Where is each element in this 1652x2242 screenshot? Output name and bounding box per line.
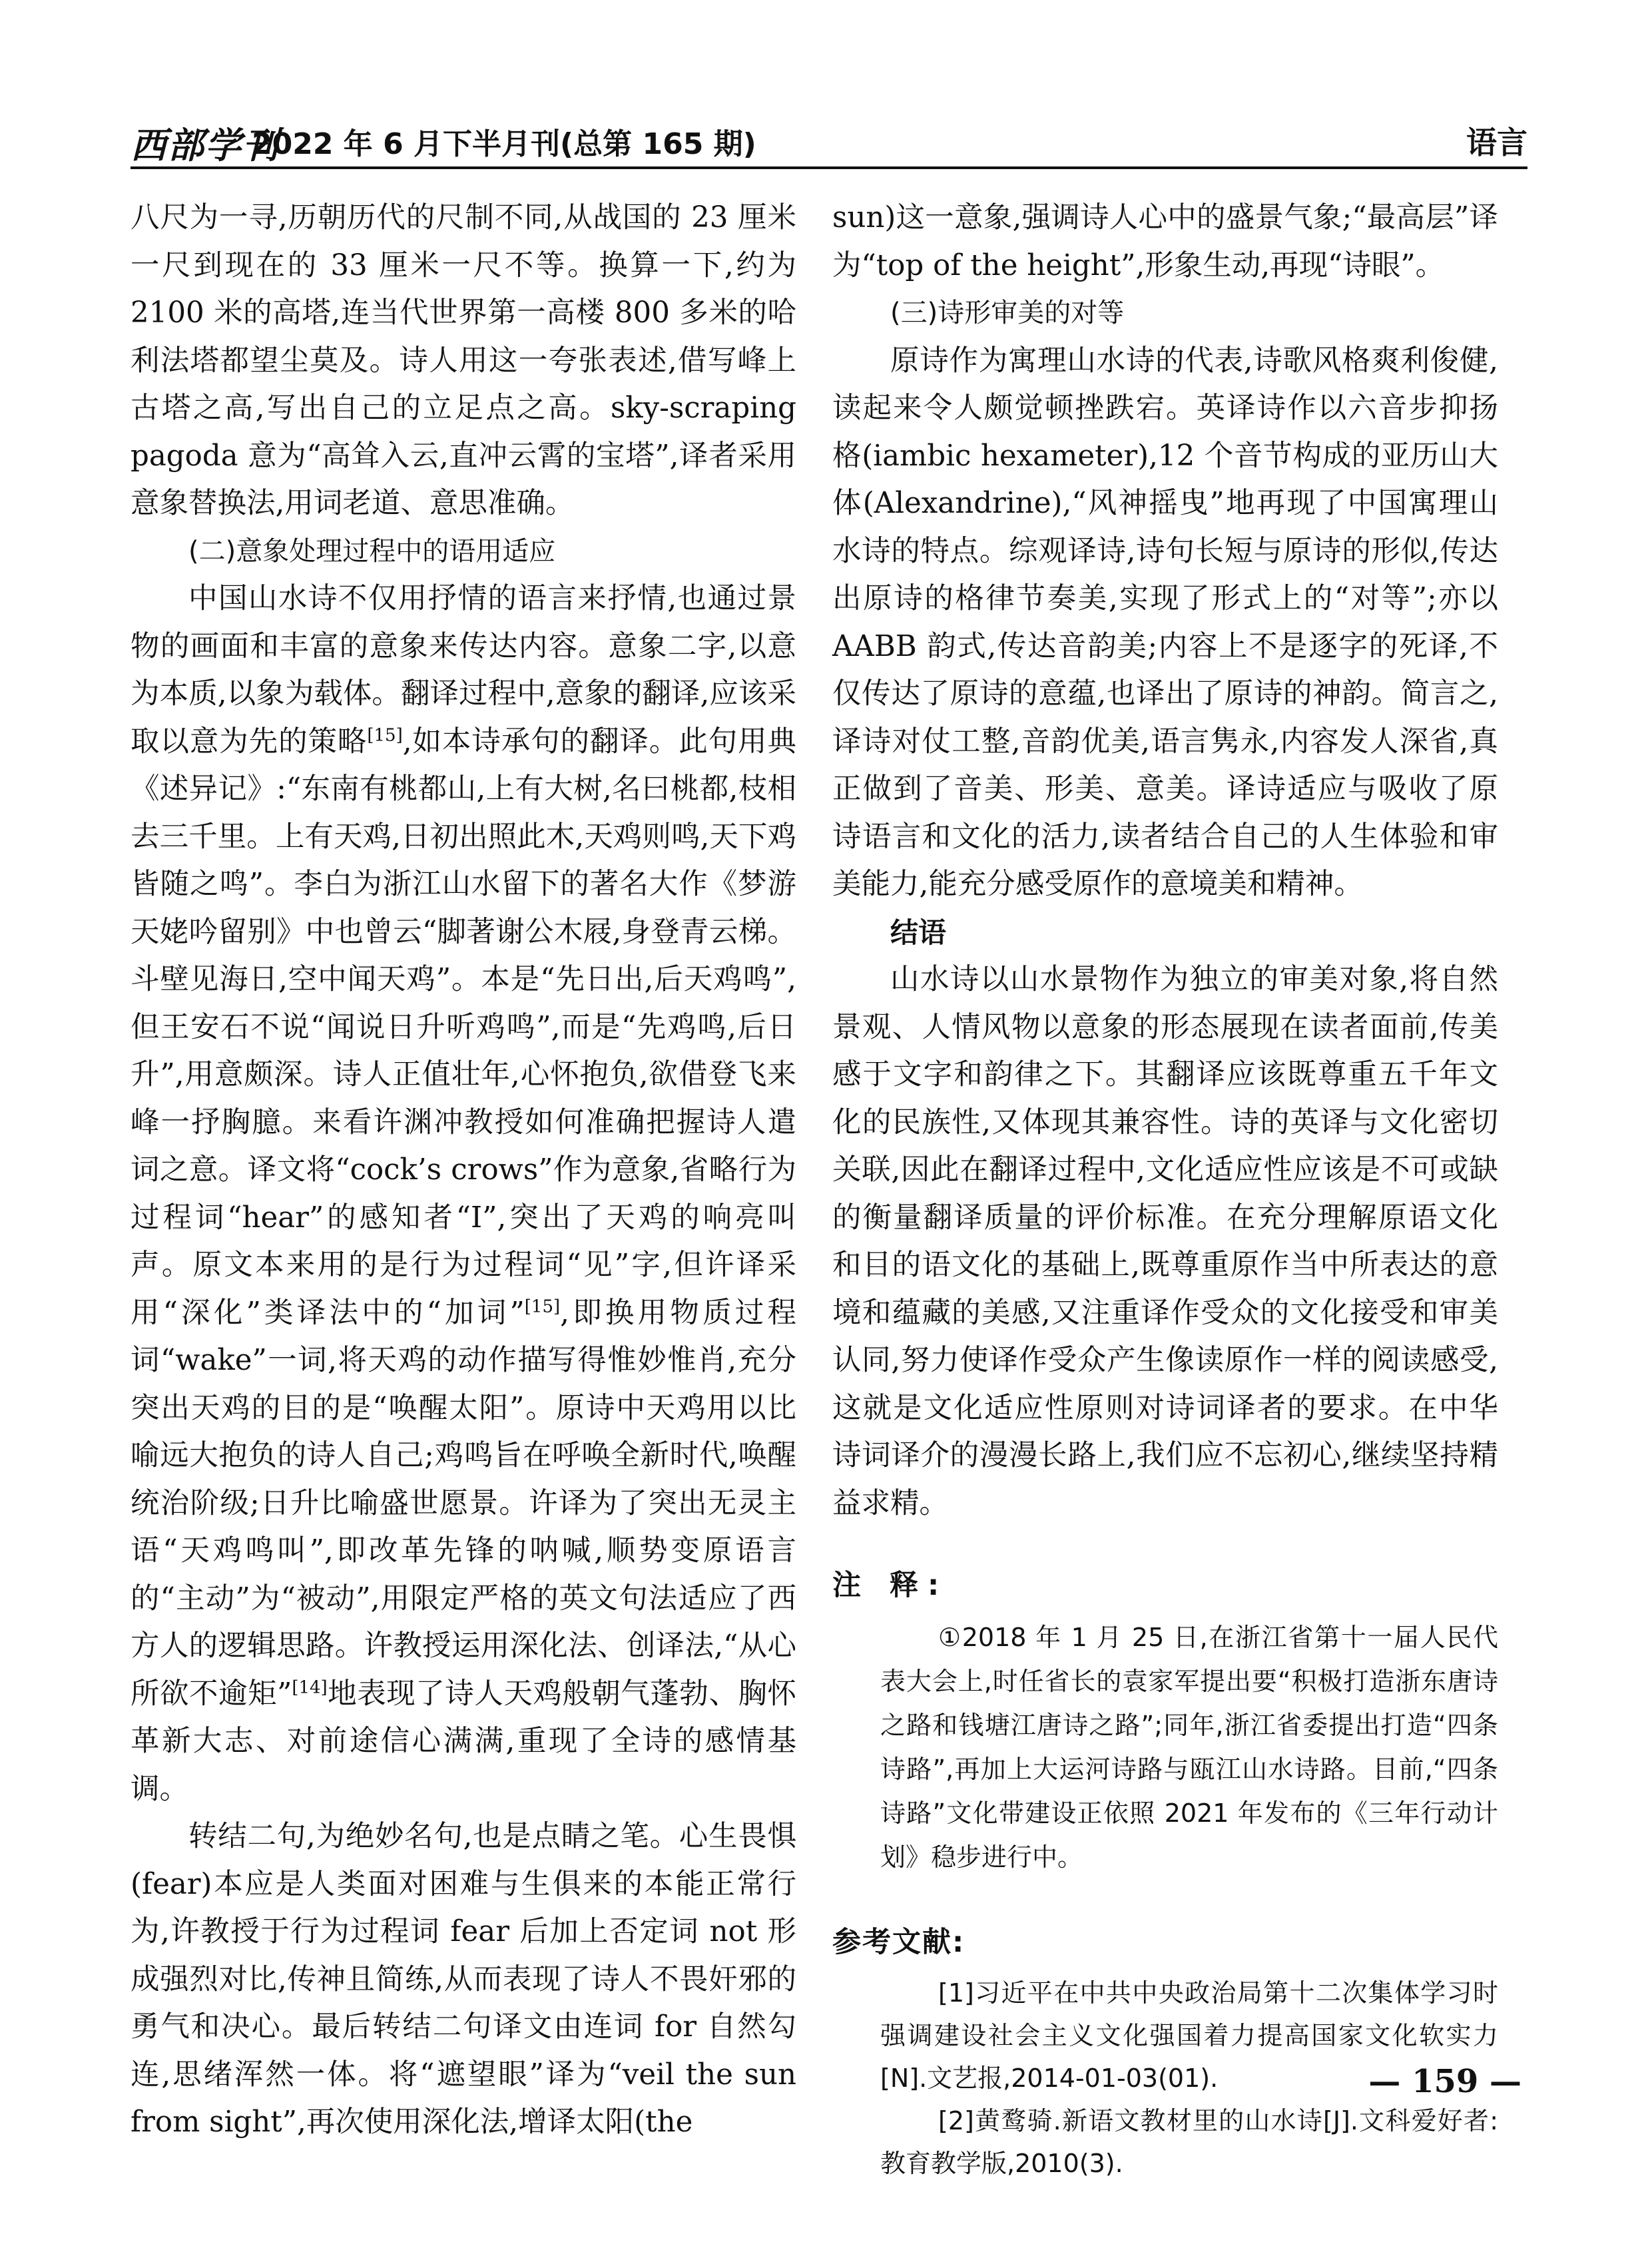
journal-logo: 西部学刊 — [131, 124, 280, 166]
notes-title: 注 释: — [832, 1569, 949, 1602]
paragraph-text: 中国山水诗不仅用抒情的语言来抒情,也通过景物的画面和丰富的意象来传达内容。意象二字,以意为本质,以象为载体。翻译过程中,意象的翻译,应该采取以意为先的策略 — [131, 582, 796, 758]
citation: [14] — [292, 1677, 328, 1697]
reference-item: [2]黄鹜骑.新语文教材里的山水诗[J].文科爱好者:教育教学版,2010(3). — [880, 2106, 1498, 2178]
references-title: 参考文献: — [832, 1925, 965, 1959]
subsection-heading: (三)诗形审美的对等 — [890, 298, 1125, 328]
page-number: — 159 — — [1368, 2063, 1521, 2100]
paragraph: 八尺为一寻,历朝历代的尺制不同,从战国的 23 厘米一尺到现在的 33 厘米一尺不等。换算一下,约为 2100 米的高塔,连当代世界第一高楼 800 多米的哈利法塔都望尘莫及。诗人用这一夸张表述,借写峰上古塔之高,写出自己的立足点之高。sky-scraping pagoda 意为“高耸入云,直冲云霄的宝塔”,译者采用意象替换法,用词老道、意思准确。 — [131, 201, 796, 520]
citation: [15] — [367, 725, 403, 745]
reference-item: [1]习近平在中共中央政治局第十二次集体学习时强调建设社会主义文化强国着力提高国家文化软实力[N].文艺报,2014-01-03(01). — [880, 1978, 1498, 2093]
paragraph: 山水诗以山水景物作为独立的审美对象,将自然景观、人情风物以意象的形态展现在读者面前,传美感于文字和韵律之下。其翻译应该既尊重五千年文化的民族性,又体现其兼容性。诗的英译与文化密切关联,因此在翻译过程中,文化适应性应该是不可或缺的衡量翻译质量的评价标准。在充分理解原语文化和目的语文化的基础上,既尊重原作当中所表达的意境和蕴藏的美感,又注重译作受众的文化接受和审美认同,努力使译作受众产生像读原作一样的阅读感受,这就是文化适应性原则对诗词译者的要求。在中华诗词译介的漫漫长路上,我们应不忘初心,继续坚持精益求精。 — [832, 963, 1498, 1520]
paragraph-text: ,如本诗承句的翻译。此句用典《述异记》:“东南有桃都山,上有大树,名曰桃都,枝相去三千里。上有天鸡,日初出照此木,天鸡则鸣,天下鸡皆随之鸣”。李白为浙江山水留下的著名大作《梦游天姥吟留别》中也曾云“脚著谢公木屐,身登青云梯。斗壁见海日,空中闻天鸡”。本是“先日出,后天鸡鸣”,但王安石不说“闻说日升听鸡鸣”,而是“先鸡鸣,后日升”,用意颇深。诗人正值壮年,心怀抱负,欲借登飞来峰一抒胸臆。来看许渊冲教授如何准确把握诗人遣词之意。译文将“cock’s crows”作为意象,省略行为过程词“hear”的感知者“I”,突出了天鸡的响亮叫声。原文本来用的是行为过程词“见”字,但许译采用“深化”类译法中的“加词” — [131, 724, 797, 1330]
paragraph: sun)这一意象,强调诗人心中的盛景气象;“最高层”译为“top of the height”,形象生动,再现“诗眼”。 — [832, 201, 1498, 282]
paragraph: 转结二句,为绝妙名句,也是点睛之笔。心生畏惧(fear)本应是人类面对困难与生俱来的本能正常行为,许教授于行为过程词 fear 后加上否定词 not 形成强烈对比,传神且简练,从而表现了诗人不畏奸邪的勇气和决心。最后转结二句译文由连词 for 自然勾连,思绪浑然一体。将“遮望眼”译为“veil the sun from sight”,再次使用深化法,增译太阳(the — [131, 1820, 796, 2139]
citation: [15] — [524, 1296, 561, 1316]
paragraph — [131, 575, 796, 1813]
paragraph-text: ,即换用物质过程词“wake”一词,将天鸡的动作描写得惟妙惟肖,充分突出天鸡的目的是“唤醒太阳”。原诗中天鸡用以比喻远大抱负的诗人自己;鸡鸣旨在呼唤全新时代,唤醒统治阶级;日升比喻盛世愿景。许译为了突出无灵主语“天鸡鸣叫”,即改革先锋的呐喊,顺势变原语言的“主动”为“被动”,用限定严格的英文句法适应了西方人的逻辑思路。许教授运用深化法、创译法,“从心所欲不逾矩” — [131, 1296, 796, 1711]
subsection-heading: (二)意象处理过程中的语用适应 — [188, 535, 556, 567]
paragraph: 原诗作为寓理山水诗的代表,诗歌风格爽利俊健,读起来令人颇觉顿挫跌宕。英译诗作以六音步抑扬格(iambic hexameter),12 个音节构成的亚历山大体(Alexandrine),“风神摇曳”地再现了中国寓理山水诗的特点。综观译诗,诗句长短与原诗的形似,传达出原诗的格律节奏美,实现了形式上的“对等”;亦以 AABB 韵式,传达音韵美;内容上不是逐字的死译,不仅传达了原诗的意蕴,也译出了原诗的神韵。简言之,译诗对仗工整,音韵优美,语言隽永,内容发人深省,真正做到了音美、形美、意美。译诗适应与吸收了原诗语言和文化的活力,读者结合自己的人生体验和审美能力,能充分感受原作的意境美和精神。 — [832, 344, 1498, 901]
paragraph-text: 地表现了诗人天鸡般朝气蓬勃、胸怀革新大志、对前途信心满满,重现了全诗的感情基调。 — [131, 1677, 796, 1806]
left-column — [131, 194, 796, 2147]
right-column — [832, 194, 1498, 2185]
running-header — [131, 112, 1527, 169]
issue-info: 2022 年 6 月下半月刊(总第 165 期) — [252, 127, 756, 161]
section-tag: 语言 — [1466, 125, 1527, 160]
conclusion-heading: 结语 — [890, 916, 947, 949]
footnote: ①2018 年 1 月 25 日,在浙江省第十一届人民代表大会上,时任省长的袁家军提出要“积极打造浙东唐诗之路和钱塘江唐诗之路”;同年,浙江省委提出打造“四条诗路”,再加上大运河诗路与瓯江山水诗路。目前,“四条诗路”文化带建设正依照 2021 年发布的《三年行动计划》稳步进行中。 — [880, 1622, 1498, 1872]
